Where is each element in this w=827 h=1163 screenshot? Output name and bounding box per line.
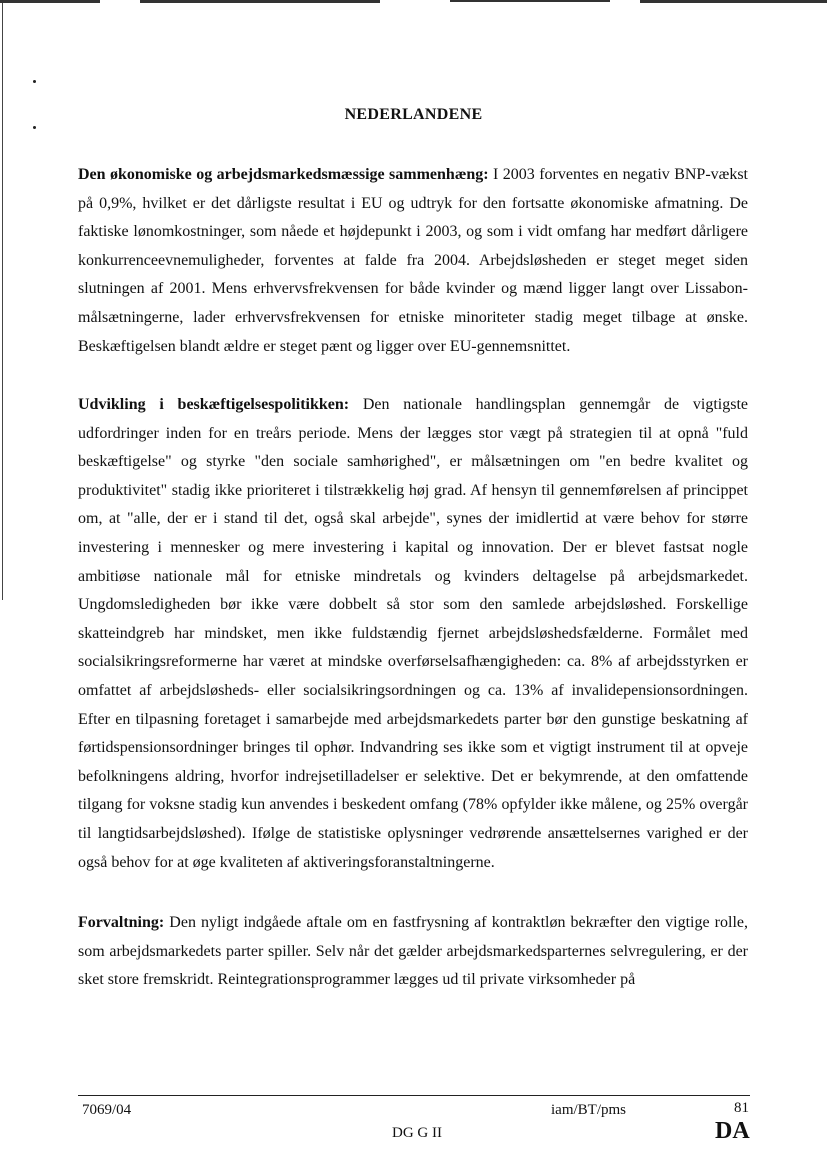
- paragraph-economy: [78, 161, 748, 361]
- scan-artifact: [640, 0, 827, 3]
- paragraph-governance: [78, 909, 748, 995]
- footer-page-number: 81: [734, 1100, 749, 1116]
- footer-divider: [78, 1095, 750, 1096]
- footer-language-code: DA: [715, 1118, 750, 1144]
- scan-edge: [2, 0, 3, 600]
- paragraph-heading: Udvikling i beskæftigelsespolitikken:: [78, 396, 350, 413]
- page-title: NEDERLANDENE: [344, 106, 483, 123]
- paragraph-text: Den nationale handlingsplan gennemgår de vigtigste udfordringer inden for en treårs periode. Mens der lægges stor vægt på strategien til at opnå "fuld beskæftigelse" og styrke "den sociale samhørighed", er målsætningen om "en bedre kvalitet og produktivitet" stadig ikke prioriteret i tilstrækkelig høj grad. Af hensyn til gennemførelsen af princippet om, at "alle, der er i stand til det, også skal arbejde", synes der imidlertid at være behov for større investering i mennesker og mere investering i kapital og innovation. Der er blevet fastsat nogle ambitiøse nationale mål for etniske mindretals og kvinders deltagelse på arbejdsmarkedet. Ungdomsledigheden bør ikke være dobbelt så stor som den samlede arbejdsløshed. Forskellige skatteindgreb har mindsket, men ikke fuldstændig fjernet arbejdsløshedsfælderne. Formålet med socialsikringsreformerne har været at mindske overførselsafhængigheden: ca. 8% af arbejdsstyrken er omfattet af arbejdsløsheds- eller socialsikringsordningen og ca. 13% af invalidepensionsordningen. Efter en tilpasning foretaget i samarbejde med arbejdsmarkedets parter bør den gunstige beskatning af førtidspensionsordninger bringes til ophør. Indvandring ses ikke som et vigtigt instrument til at opveje befolkningens aldring, hvorfor indrejsetilladelser er selektive. Det er bekymrende, at den omfattende tilgang for voksne stadig kun anvendes i beskedent omfang (78% opfylder ikke målene, og 25% overgår til langtidsarbejdsløshed). Ifølge de statistiske oplysninger vedrørende ansættelsernes varighed er der også behov for at øge kvaliteten af aktiveringsforanstaltningerne.: [78, 396, 748, 871]
- scan-artifact: [450, 0, 610, 2]
- paragraph-heading: Forvaltning:: [78, 914, 165, 931]
- footer-directorate: DG G II: [392, 1125, 442, 1141]
- footer-initials: iam/BT/pms: [551, 1102, 626, 1118]
- paragraph-text: Den nyligt indgåede aftale om en fastfrysning af kontraktløn bekræfter den vigtige rolle, som arbejdsmarkedets parter spiller. Selv når det gælder arbejdsmarkedsparternes selvregulering, er der sket store fremskridt. Reintegrationsprogrammer lægges ud til private virksomheder på: [78, 914, 748, 989]
- scan-speck: [33, 126, 36, 129]
- paragraph-heading: Den økonomiske og arbejdsmarkedsmæssige sammenhæng:: [78, 166, 489, 183]
- footer-doc-number: 7069/04: [82, 1102, 132, 1118]
- scan-artifact: [0, 0, 100, 3]
- scan-speck: [33, 80, 36, 83]
- paragraph-text: I 2003 forventes en negativ BNP-vækst på 0,9%, hvilket er det dårligste resultat i EU og udtryk for den fortsatte økonomiske afmatning. De faktiske lønomkostninger, som nåede et højdepunkt i 2003, og som i vidt omfang har medført dårligere konkurrenceevnemuligheder, forventes at falde fra 2004. Arbejdsløsheden er steget meget siden slutningen af 2001. Mens erhvervsfrekvensen for både kvinder og mænd ligger langt over Lissabon-målsætningerne, lader erhvervsfrekvensen for etniske minoriteter stadig meget tilbage at ønske. Beskæftigelsen blandt ældre er steget pænt og ligger over EU-gennemsnittet.: [78, 166, 749, 355]
- paragraph-employment-policy: [78, 391, 748, 877]
- scan-artifact: [140, 0, 380, 3]
